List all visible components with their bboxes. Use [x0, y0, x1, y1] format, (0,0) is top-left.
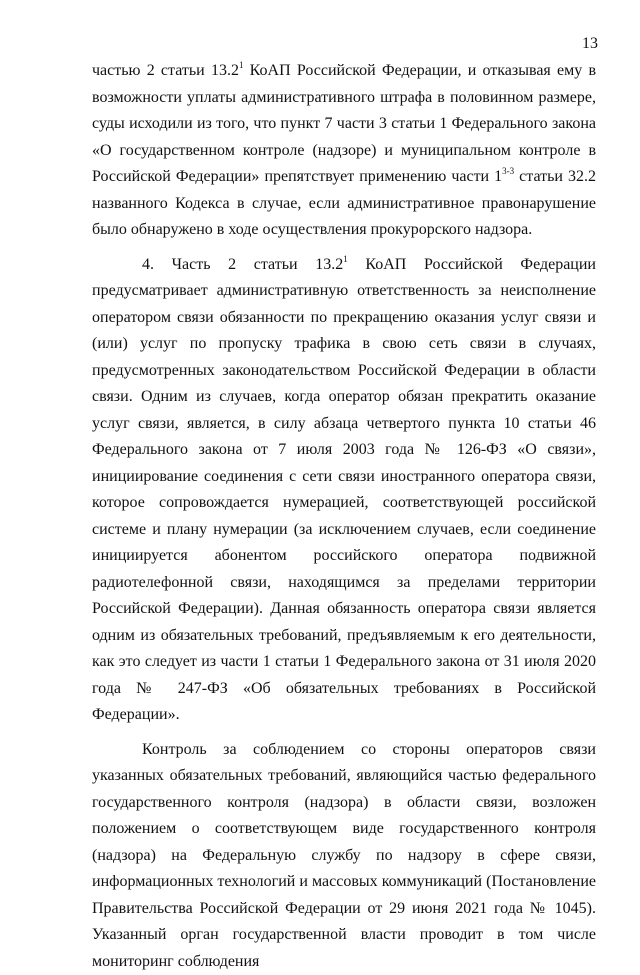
text-run: КоАП Российской Федерации, и отказывая ему в возможности уплаты административного штрафа в половинном размере, суды исходили из того, что пункт 7 части 3 статьи 1 Федерального закона «О государственном контроле (надзоре) и муниципальном контроле в Российской Федерации» препятствует применению части 1	[92, 62, 596, 185]
paragraph-1	[92, 58, 596, 244]
document-body	[92, 58, 596, 975]
paragraph-3	[92, 737, 596, 975]
text-run: КоАП Российской Федерации предусматривает административную ответственность за неисполнение оператором связи обязанности по прекращению оказания услуг связи и (или) услуг по пропуску трафика в свою сеть связи в случаях, предусмотренных законодательством Российской Федерации в области связи. Одним из случаев, когда оператор обязан прекратить оказание услуг связи, является, в силу абзаца четвертого пункта 10 статьи 46 Федерального закона от 7 июля 2003 года № 126-ФЗ «О связи», инициирование соединения с сети связи иностранного оператора связи, которое сопровождается нумерацией, соответствующей российской системе и плану нумерации (за исключением случаев, если соединение инициируется абонентом российского оператора подвижной радиотелефонной связи, находящимся за пределами территории Российской Федерации). Данная обязанность оператора связи является одним из обязательных требований, предъявляемым к его деятельности, как это следует из части 1 статьи 1 Федерального закона от 31 июля 2020 года № 247-ФЗ «Об обязательных требованиях в Российской Федерации».	[92, 256, 596, 724]
text-run: частью 2 статьи 13.2	[92, 62, 239, 79]
text-run: 4. Часть 2 статьи 13.2	[142, 256, 343, 273]
superscript: 1	[343, 254, 348, 264]
superscript: 3-3	[502, 166, 514, 176]
paragraph-2	[92, 252, 596, 729]
page-number: 13	[582, 34, 598, 54]
text-run: статьи 32.2 названного Кодекса в случае, если административное правонарушение было обнаружено в ходе осуществления прокурорского надзора.	[92, 168, 596, 238]
text-run: Контроль за соблюдением со стороны операторов связи указанных обязательных требований, являющийся частью федерального государственного контроля (надзора) в области связи, возложен положением о соответствующем виде государственного контроля (надзора) на Федеральную службу по надзору в сфере связи, информационных технологий и массовых коммуникаций (Постановление Правительства Российской Федерации от 29 июня 2021 года № 1045). Указанный орган государственной власти проводит в том числе мониторинг соблюдения	[92, 741, 596, 970]
superscript: 1	[239, 60, 244, 70]
